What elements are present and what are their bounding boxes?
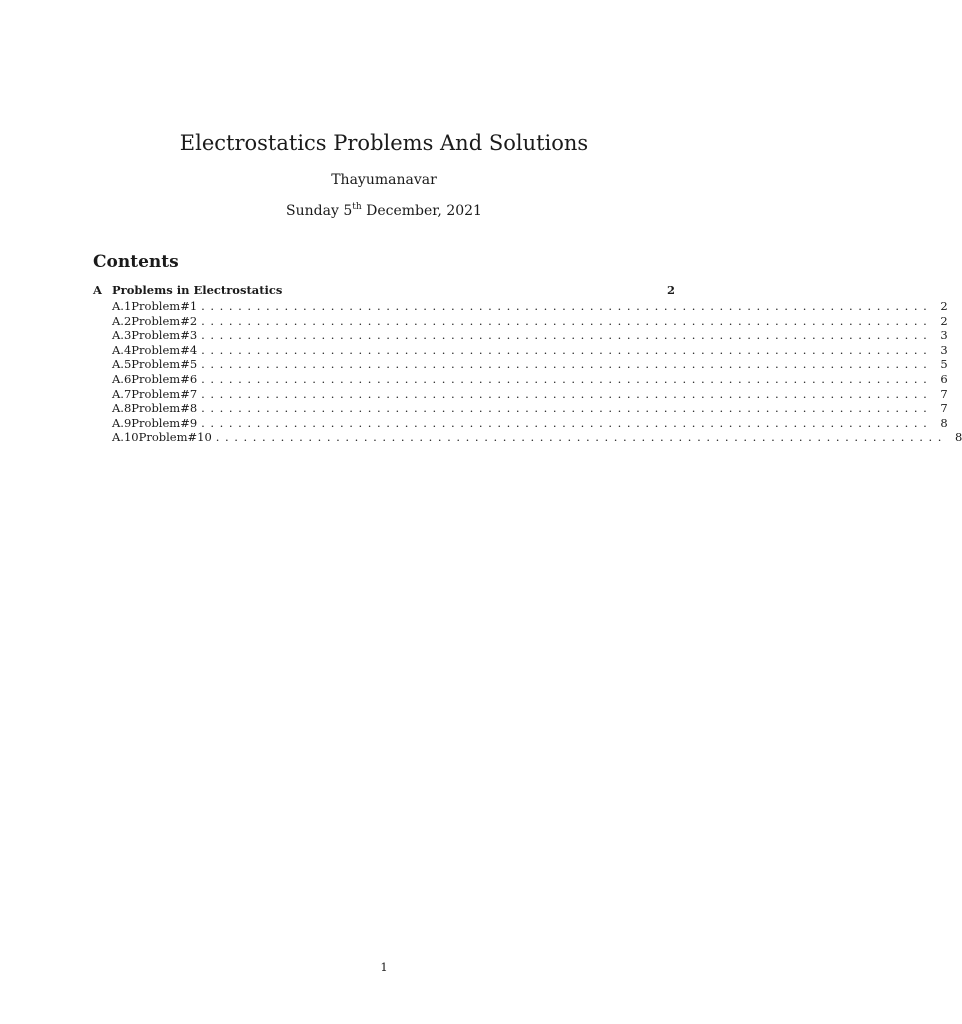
toc-entry[interactable] xyxy=(93,386,948,402)
table-of-contents xyxy=(93,283,962,445)
toc-entry-label: Problem#10 xyxy=(138,430,212,445)
toc-section-page: 2 xyxy=(666,283,675,297)
contents-heading: Contents xyxy=(93,252,179,272)
toc-entry[interactable] xyxy=(93,313,948,329)
dot-leader: ............................................................................... xyxy=(215,430,947,445)
toc-entry-number: A.1 xyxy=(112,299,132,313)
toc-entry-page: 2 xyxy=(940,313,948,328)
toc-entry-label: Problem#6 xyxy=(131,371,198,386)
toc-entry[interactable] xyxy=(93,342,948,358)
toc-entry-page: 6 xyxy=(940,371,948,386)
dot-leader: ............................................................................... xyxy=(201,328,933,343)
toc-entry-page: 3 xyxy=(940,328,948,343)
toc-entry-number: A.9 xyxy=(112,415,132,430)
dot-leader: ............................................................................... xyxy=(201,415,933,430)
toc-entry-label: Problem#5 xyxy=(131,357,198,372)
toc-entry-page: 7 xyxy=(940,401,948,416)
toc-entry[interactable] xyxy=(93,401,948,416)
dot-leader: ............................................................................... xyxy=(201,357,933,372)
document-author: Thayumanavar xyxy=(331,172,437,188)
toc-entry-number: A.10 xyxy=(112,430,139,445)
toc-entry-page: 3 xyxy=(940,342,948,357)
toc-entry-number: A.5 xyxy=(112,357,132,372)
toc-entry[interactable] xyxy=(93,430,962,445)
toc-section-label: Problems in Electrostatics xyxy=(112,283,283,297)
toc-entry-number: A.4 xyxy=(112,342,132,357)
toc-entry-page: 7 xyxy=(940,386,948,401)
toc-entry[interactable] xyxy=(93,415,948,431)
toc-entry-page: 8 xyxy=(954,430,962,445)
toc-entry-label: Problem#8 xyxy=(131,401,198,416)
toc-entry-number: A.2 xyxy=(112,313,132,328)
dot-leader: ............................................................................... xyxy=(201,386,933,401)
toc-entry-label: Problem#4 xyxy=(131,342,198,357)
toc-entry-number: A.8 xyxy=(112,401,132,416)
toc-entry-number: A.7 xyxy=(112,386,132,401)
toc-entry-label: Problem#7 xyxy=(131,386,198,401)
date-prefix: Sunday 5 xyxy=(286,203,353,219)
dot-leader: ............................................................................... xyxy=(201,401,933,416)
toc-entry[interactable] xyxy=(93,299,948,314)
dot-leader: ............................................................................... xyxy=(201,371,933,386)
document-date xyxy=(0,201,768,221)
toc-entry-label: Problem#2 xyxy=(131,313,198,328)
dot-leader: ............................................................................... xyxy=(201,313,933,328)
toc-entry-page: 5 xyxy=(940,357,948,372)
document-title: Electrostatics Problems And Solutions xyxy=(179,131,589,155)
toc-section-entry[interactable] xyxy=(93,283,675,299)
toc-entry-label: Problem#9 xyxy=(131,415,198,430)
dot-leader: ............................................................................... xyxy=(201,299,933,313)
toc-entry-page: 8 xyxy=(940,415,948,430)
dot-leader: ............................................................................... xyxy=(201,342,933,357)
toc-section-number: A xyxy=(93,283,102,297)
toc-entry-number: A.6 xyxy=(112,371,132,386)
page-number: 1 xyxy=(380,960,388,974)
toc-entry-label: Problem#1 xyxy=(131,299,198,313)
toc-entry-page: 2 xyxy=(940,299,948,313)
toc-entry[interactable] xyxy=(93,328,948,343)
toc-entry-number: A.3 xyxy=(112,328,132,343)
toc-entry[interactable] xyxy=(93,357,948,372)
date-suffix: December, 2021 xyxy=(361,203,482,219)
toc-entry-label: Problem#3 xyxy=(131,328,198,343)
date-ordinal-suffix: th xyxy=(352,202,362,212)
toc-entry[interactable] xyxy=(93,371,948,387)
